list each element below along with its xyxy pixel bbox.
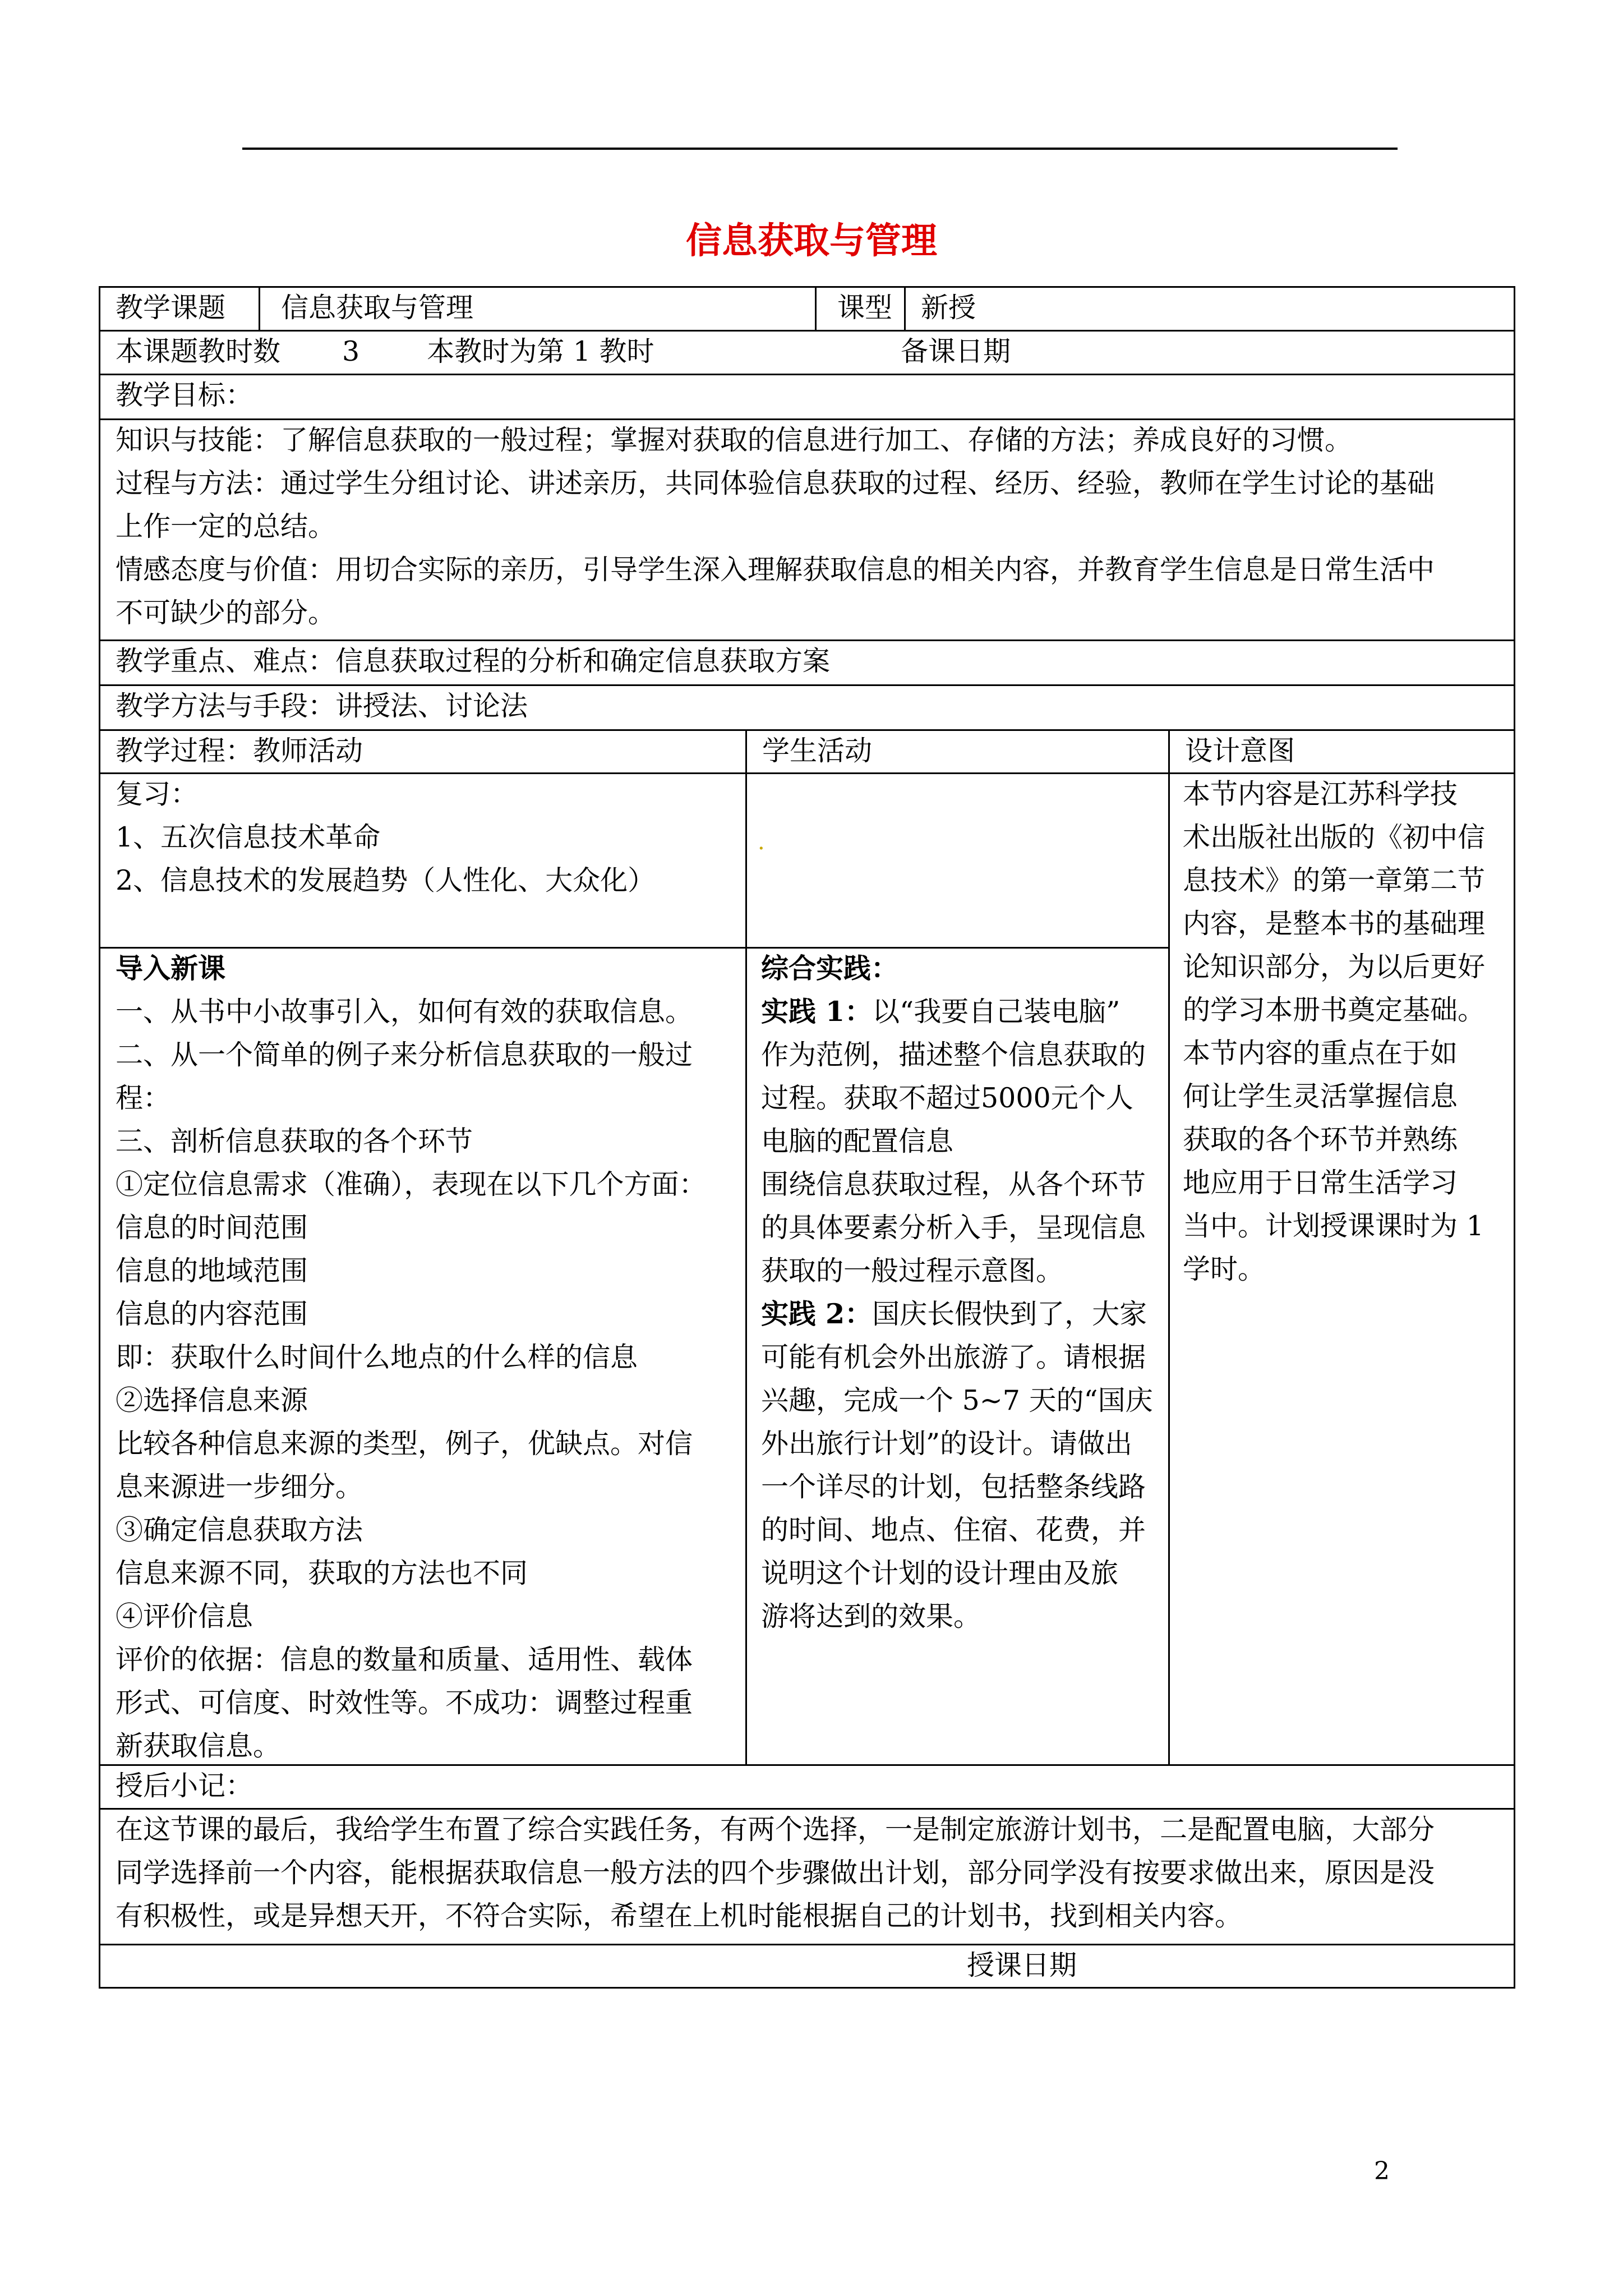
practice-line: 说明这个计划的设计理由及旅: [761, 1557, 1119, 1589]
design-line: 论知识部分，为以后更好: [1183, 951, 1486, 983]
practice-line: 围绕信息获取过程，从各个环节: [761, 1168, 1146, 1200]
reflection-line: 同学选择前一个内容，能根据获取信息一般方法的四个步骤做出计划，部分同学没有按要求做出来，原因是没: [116, 1857, 1435, 1889]
design-line: 息技术》的第一章第二节: [1183, 864, 1486, 896]
practice-line: 的时间、地点、住宿、花费，并: [761, 1514, 1146, 1546]
new-lesson-line: 三、剖析信息获取的各个环节: [116, 1125, 473, 1157]
design-intent-cell: [1168, 772, 1514, 1764]
reflection-line: 有积极性，或是异想天开，不符合实际，希望在上机时能根据自己的计划书，找到相关内容。: [116, 1900, 1243, 1932]
goals-heading: 教学目标：: [116, 379, 253, 411]
new-lesson-heading: 导入新课: [116, 952, 226, 984]
review-cell: [99, 772, 745, 947]
practice-line: 作为范例，描述整个信息获取的: [761, 1039, 1146, 1071]
design-line: 获取的各个环节并熟练: [1183, 1124, 1458, 1156]
new-lesson-line: 新获取信息。: [116, 1730, 281, 1762]
practice-line: 国庆长假快到了，大家: [872, 1298, 1147, 1330]
hours-row: [99, 330, 1515, 374]
teaching-methods: 教学方法与手段：讲授法、讨论法: [116, 690, 528, 722]
new-lesson-cell: [99, 947, 745, 1764]
new-lesson-line: 信息的内容范围: [116, 1298, 308, 1330]
col-design-header: 设计意图: [1185, 735, 1295, 767]
reflection-line: 在这节课的最后，我给学生布置了综合实践任务，有两个选择，一是制定旅游计划书，二是配置电脑，大部分: [116, 1814, 1435, 1846]
topic-value: 信息获取与管理: [281, 292, 474, 324]
new-lesson-line: 一、从书中小故事引入，如何有效的获取信息。: [116, 996, 693, 1028]
new-lesson-line: 信息的地域范围: [116, 1255, 308, 1287]
hours-label: 本课题教时数: [116, 335, 281, 367]
reflection-heading: 授后小记：: [116, 1770, 253, 1802]
goal-knowledge: 知识与技能：了解信息获取的一般过程；掌握对获取的信息进行加工、存储的方法；养成良好的习惯。: [116, 424, 1353, 456]
type-label: 课型: [837, 292, 893, 324]
goal-process-2: 上作一定的总结。: [116, 510, 336, 542]
new-lesson-line: 评价的依据：信息的数量和质量、适用性、载体: [116, 1644, 693, 1676]
practice-line: 游将达到的效果。: [761, 1600, 981, 1632]
practice-line: 电脑的配置信息: [761, 1125, 954, 1157]
design-line: 当中。计划授课课时为 1: [1183, 1210, 1484, 1242]
new-lesson-line: 比较各种信息来源的类型，例子，优缺点。对信: [116, 1428, 693, 1460]
practice-line: 过程。获取不超过5000元个人: [761, 1082, 1133, 1114]
design-line: 术出版社出版的《初中信: [1183, 821, 1486, 853]
col-student-header: 学生活动: [762, 735, 873, 767]
page-title: 信息获取与管理: [686, 220, 937, 262]
goal-emotion-1: 情感态度与价值：用切合实际的亲历，引导学生深入理解获取信息的相关内容，并教育学生信息是日常生活中: [116, 554, 1435, 586]
practice-1-label: 实践 1：: [761, 995, 873, 1028]
new-lesson-line: 形式、可信度、时效性等。不成功：调整过程重: [116, 1687, 693, 1719]
prep-date-label: 备课日期: [901, 335, 1011, 367]
goal-process-1: 过程与方法：通过学生分组讨论、讲述亲历，共同体验信息获取的过程、经历、经验，教师在学生讨论的基础: [116, 467, 1435, 499]
goal-emotion-2: 不可缺少的部分。: [116, 597, 336, 629]
practice-heading: 综合实践：: [761, 952, 899, 984]
design-line: 内容，是整本书的基础理: [1183, 908, 1486, 940]
practice-line: 可能有机会外出旅游了。请根据: [761, 1341, 1146, 1373]
new-lesson-line: 二、从一个简单的例子来分析信息获取的一般过: [116, 1039, 693, 1071]
hours-value: 3: [342, 335, 360, 367]
type-value: 新授: [921, 292, 976, 324]
design-line: 地应用于日常生活学习: [1183, 1167, 1458, 1199]
review-item: 1、五次信息技术革命: [116, 821, 381, 853]
new-lesson-line: 即：获取什么时间什么地点的什么样的信息: [116, 1341, 638, 1373]
review-student-cell: [745, 772, 1168, 947]
reflection-body: [99, 1808, 1515, 1944]
design-line: 学时。: [1183, 1253, 1266, 1285]
design-line: 本节内容的重点在于如: [1183, 1037, 1458, 1069]
page-number: 2: [1374, 2157, 1390, 2185]
new-lesson-line: 信息来源不同，获取的方法也不同: [116, 1557, 528, 1589]
new-lesson-line: 程：: [116, 1082, 171, 1114]
practice-line: 外出旅行计划”的设计。请做出: [761, 1428, 1133, 1460]
design-line: 本节内容是江苏科学技: [1183, 778, 1458, 810]
col-teacher-header: 教学过程：教师活动: [116, 735, 363, 767]
practice-cell: [745, 947, 1168, 1764]
new-lesson-line: ②选择信息来源: [116, 1384, 308, 1416]
new-lesson-line: ①定位信息需求（准确），表现在以下几个方面：: [116, 1168, 707, 1200]
practice-2-label: 实践 2：: [761, 1297, 873, 1330]
review-item: 2、信息技术的发展趋势（人性化、大众化）: [116, 864, 656, 896]
new-lesson-line: 息来源进一步细分。: [116, 1471, 363, 1503]
topic-label: 教学课题: [116, 292, 226, 324]
new-lesson-line: ④评价信息: [116, 1600, 253, 1632]
teach-date-label: 授课日期: [967, 1949, 1077, 1981]
practice-line: 以“我要自己装电脑”: [872, 996, 1121, 1028]
lesson-plan-table: [99, 286, 1515, 1989]
new-lesson-line: 信息的时间范围: [116, 1212, 308, 1244]
new-lesson-line: ③确定信息获取方法: [116, 1514, 363, 1546]
practice-line: 获取的一般过程示意图。: [761, 1255, 1064, 1287]
review-heading: 复习：: [116, 778, 199, 810]
key-points: 教学重点、难点：信息获取过程的分析和确定信息获取方案: [116, 645, 831, 677]
practice-line: 一个详尽的计划，包括整条线路: [761, 1471, 1146, 1503]
goals-body: [99, 418, 1515, 639]
table-border-bottom: [99, 1987, 1515, 1989]
header-rule: [242, 148, 1398, 150]
practice-line: 的具体要素分析入手，呈现信息: [761, 1212, 1146, 1244]
practice-line: 兴趣，完成一个 5~7 天的“国庆: [761, 1384, 1153, 1416]
design-line: 何让学生灵活掌握信息: [1183, 1080, 1458, 1112]
student-mark: ·: [758, 836, 765, 862]
design-line: 的学习本册书奠定基础。: [1183, 994, 1486, 1026]
current-lesson-label: 本教时为第 1 教时: [427, 335, 654, 367]
